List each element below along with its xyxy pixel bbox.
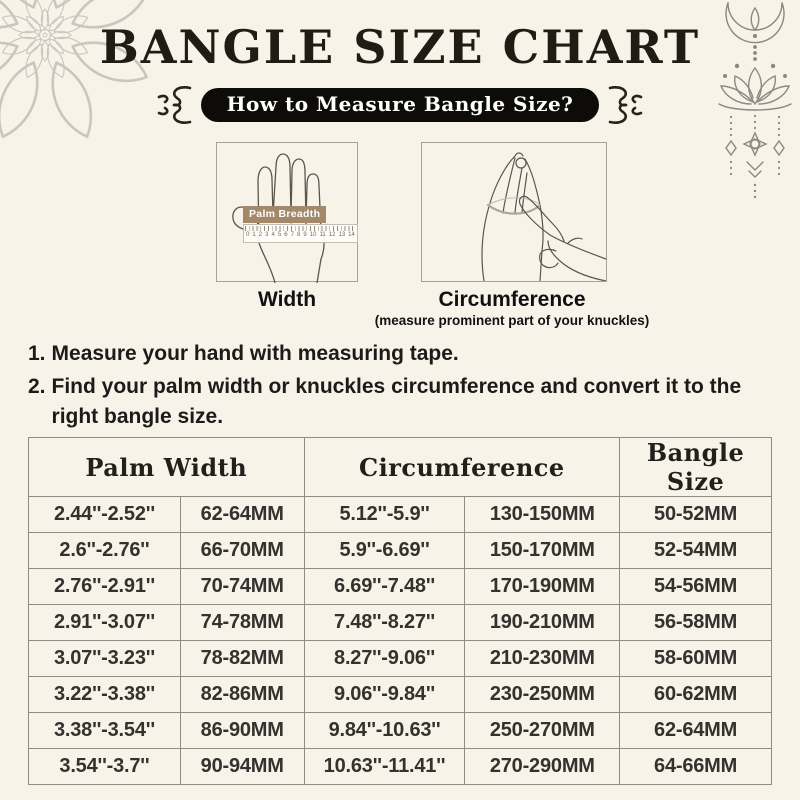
table-cell: 3.07''-3.23'': [29, 641, 181, 677]
table-cell: 150-170MM: [465, 533, 620, 569]
table-cell: 62-64MM: [180, 497, 304, 533]
table-cell: 56-58MM: [620, 605, 772, 641]
circumference-header: Circumference: [304, 438, 620, 497]
banner-pill: How to Measure Bangle Size?: [201, 88, 600, 122]
table-cell: 3.38''-3.54'': [29, 713, 181, 749]
table-cell: 60-62MM: [620, 677, 772, 713]
table-row: [29, 569, 772, 605]
instruction-step-1: [28, 339, 763, 369]
circumference-label: [330, 288, 694, 328]
step-number: 1.: [28, 342, 46, 365]
table-row: [29, 677, 772, 713]
instructions: [28, 339, 763, 432]
table-cell: 52-54MM: [620, 533, 772, 569]
table-row: [29, 641, 772, 677]
table-header-row: [29, 438, 772, 497]
table-cell: 2.6''-2.76'': [29, 533, 181, 569]
table-cell: 230-250MM: [465, 677, 620, 713]
ruler-icon: [243, 224, 358, 243]
table-cell: 2.76''-2.91'': [29, 569, 181, 605]
circumference-label-text: Circumference: [438, 288, 586, 311]
table-cell: 2.91''-3.07'': [29, 605, 181, 641]
size-table: [28, 437, 772, 785]
table-cell: 190-210MM: [465, 605, 620, 641]
table-cell: 74-78MM: [180, 605, 304, 641]
table-cell: 62-64MM: [620, 713, 772, 749]
step-text: Measure your hand with measuring tape.: [51, 342, 459, 365]
table-cell: 170-190MM: [465, 569, 620, 605]
knuckles-hand-icon: [422, 143, 606, 281]
table-cell: 64-66MM: [620, 749, 772, 785]
table-cell: 3.54''-3.7'': [29, 749, 181, 785]
table-cell: 270-290MM: [465, 749, 620, 785]
table-row: [29, 533, 772, 569]
ruler-numbers: 0 1 2 3 4 5 6 7 8 9 10 11 12 13 14: [246, 232, 355, 238]
table-cell: 2.44''-2.52'': [29, 497, 181, 533]
table-cell: 5.12''-5.9'': [304, 497, 465, 533]
circumference-note: (measure prominent part of your knuckles): [374, 313, 650, 328]
table-cell: 70-74MM: [180, 569, 304, 605]
page-title: BANGLE SIZE CHART: [99, 20, 701, 74]
flourish-left-icon: [156, 84, 192, 126]
table-cell: 130-150MM: [465, 497, 620, 533]
table-cell: 250-270MM: [465, 713, 620, 749]
table-cell: 86-90MM: [180, 713, 304, 749]
table-cell: 8.27''-9.06'': [304, 641, 465, 677]
table-row: [29, 713, 772, 749]
flourish-right-icon: [608, 84, 644, 126]
width-label: Width: [257, 288, 317, 311]
table-cell: 58-60MM: [620, 641, 772, 677]
banner-row: [0, 84, 800, 126]
palm-breadth-tag: Palm Breadth: [243, 206, 326, 223]
table-cell: 7.48''-8.27'': [304, 605, 465, 641]
table-cell: 210-230MM: [465, 641, 620, 677]
instruction-step-2: [28, 372, 763, 432]
step-number: 2.: [28, 375, 46, 399]
table-cell: 5.9''-6.69'': [304, 533, 465, 569]
table-row: [29, 497, 772, 533]
table-cell: 9.84''-10.63'': [304, 713, 465, 749]
table-row: [29, 749, 772, 785]
step-text: Find your palm width or knuckles circumference and convert it to the right bangle size.: [51, 375, 742, 429]
table-cell: 9.06''-9.84'': [304, 677, 465, 713]
circumference-illustration: [421, 142, 607, 282]
palm-width-illustration: [216, 142, 358, 282]
table-cell: 66-70MM: [180, 533, 304, 569]
table-cell: 82-86MM: [180, 677, 304, 713]
table-cell: 50-52MM: [620, 497, 772, 533]
table-cell: 6.69''-7.48'': [304, 569, 465, 605]
table-cell: 54-56MM: [620, 569, 772, 605]
palm-width-header: Palm Width: [29, 438, 305, 497]
table-cell: 90-94MM: [180, 749, 304, 785]
table-row: [29, 605, 772, 641]
ruler-ticks: [245, 226, 356, 231]
table-cell: 10.63''-11.41'': [304, 749, 465, 785]
bangle-size-header: Bangle Size: [620, 438, 772, 497]
table-cell: 78-82MM: [180, 641, 304, 677]
table-cell: 3.22''-3.38'': [29, 677, 181, 713]
